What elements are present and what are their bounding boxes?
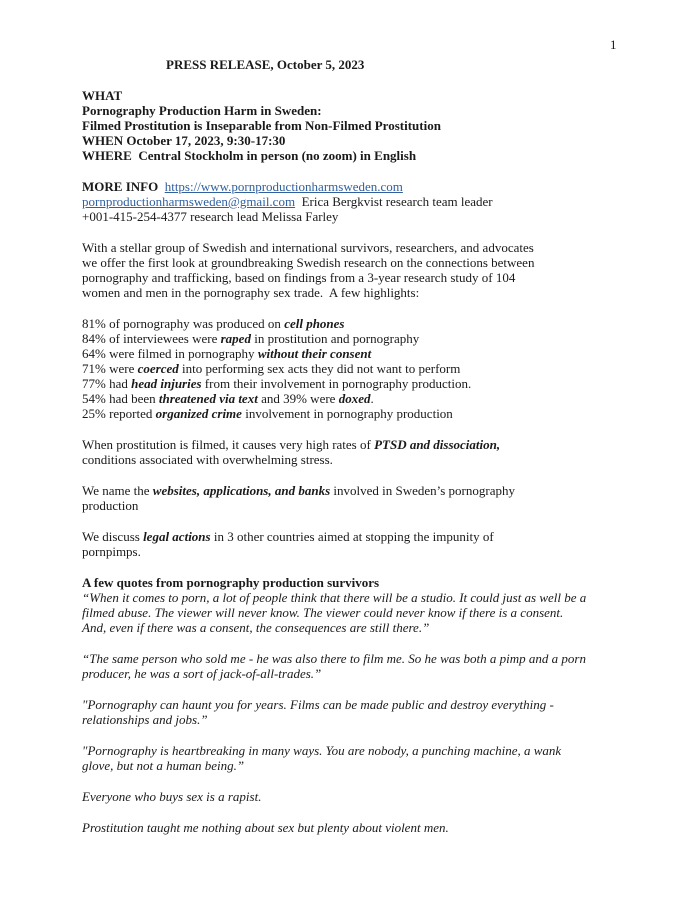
ptsd-line2: conditions associated with overwhelming stress. [82, 452, 333, 467]
quotes-section-part1 [82, 575, 682, 635]
highlights-list [82, 316, 682, 421]
we-name-line1 [82, 483, 682, 498]
event-where-line: WHERE Central Stockholm in person (no zoom) in English [82, 148, 417, 163]
ptsd-paragraph [82, 437, 682, 467]
highlight-item [82, 316, 682, 331]
highlight-item [82, 376, 682, 391]
ptsd-emphasis: PTSD and dissociation, [374, 437, 501, 452]
quote-line: And, even if there was a consent, the consequences are still there.” [82, 620, 430, 635]
highlight-item [82, 346, 682, 361]
intro-line: pornography and trafficking, based on findings from a 3-year research study of 104 [82, 270, 516, 285]
ptsd-line1 [82, 437, 682, 452]
quote-line: relationships and jobs.” [82, 712, 208, 727]
highlight-emphasis: raped [220, 331, 251, 346]
event-title-line1: Pornography Production Harm in Sweden: [82, 103, 322, 118]
quote-line: "Pornography is heartbreaking in many ways. You are nobody, a punching machine, a wank [82, 743, 562, 758]
more-info-block [82, 179, 682, 224]
quote-line: "Pornography can haunt you for years. Films can be made public and destroy everything - [82, 697, 554, 712]
we-name-text: involved in Sweden’s pornography [330, 483, 515, 498]
highlight-emphasis: without their consent [257, 346, 372, 361]
highlight-text: . [370, 391, 374, 406]
event-title-line2: Filmed Prostitution is Inseparable from Non-Filmed Prostitution [82, 118, 441, 133]
highlight-emphasis: head injuries [131, 376, 202, 391]
highlight-text: 64% were filmed in pornography [82, 346, 258, 361]
intro-line: With a stellar group of Swedish and international survivors, researchers, and advocates [82, 240, 534, 255]
highlight-item [82, 361, 682, 376]
final-quote-1: Everyone who buys sex is a rapist. [82, 789, 262, 804]
intro-line: women and men in the pornography sex trade. A few highlights: [82, 285, 420, 300]
highlight-emphasis: coerced [137, 361, 179, 376]
quote-line: filmed abuse. The viewer will never know. The viewer could never know if there is a consent. [82, 605, 564, 620]
highlight-emphasis: threatened via text [158, 391, 258, 406]
more-info-line2 [82, 194, 682, 209]
highlight-text: 54% had been [82, 391, 159, 406]
we-discuss-paragraph [82, 529, 682, 559]
highlight-item [82, 331, 682, 346]
intro-line: we offer the first look at groundbreaking Swedish research on the connections between [82, 255, 535, 270]
quote-3 [82, 697, 682, 727]
we-name-paragraph [82, 483, 682, 513]
research-team-leader-text: Erica Bergkvist research team leader [295, 194, 493, 209]
intro-paragraph [82, 240, 682, 300]
quote-2 [82, 651, 682, 681]
quote-line: producer, he was a sort of jack-of-all-trades.” [82, 666, 322, 681]
we-discuss-line1 [82, 529, 682, 544]
we-discuss-text: in 3 other countries aimed at stopping the impunity of [210, 529, 494, 544]
quote-4 [82, 743, 682, 773]
phone-line: +001-415-254-4377 research lead Melissa Farley [82, 209, 339, 224]
we-name-line2: production [82, 498, 139, 513]
highlight-emphasis: organized crime [155, 406, 242, 421]
we-discuss-emphasis: legal actions [143, 529, 211, 544]
page-number: 1 [610, 37, 617, 52]
highlight-text: in prostitution and pornography [250, 331, 420, 346]
highlight-text: 84% of interviewees were [82, 331, 221, 346]
highlight-text: from their involvement in pornography production. [201, 376, 472, 391]
quotes-heading: A few quotes from pornography production survivors [82, 575, 380, 590]
quote-line: “The same person who sold me - he was also there to film me. So he was both a pimp and a porn [82, 651, 586, 666]
highlight-emphasis: doxed [338, 391, 371, 406]
final-quote-2: Prostitution taught me nothing about sex but plenty about violent men. [82, 820, 449, 835]
quote-1 [82, 590, 682, 635]
we-name-emphasis: websites, applications, and banks [152, 483, 331, 498]
highlight-text: 77% had [82, 376, 132, 391]
we-name-text: We name the [82, 483, 153, 498]
ptsd-text: When prostitution is filmed, it causes very high rates of [82, 437, 375, 452]
highlight-text: 71% were [82, 361, 138, 376]
quote-line: “When it comes to porn, a lot of people think that there will be a studio. It could just as well be a [82, 590, 587, 605]
we-discuss-text: We discuss [82, 529, 144, 544]
highlight-item [82, 406, 682, 421]
event-when-line: WHEN October 17, 2023, 9:30-17:30 [82, 133, 286, 148]
email-link[interactable]: pornproductionharmsweden@gmail.com [82, 194, 296, 209]
more-info-label: MORE INFO [82, 179, 159, 194]
press-release-title: PRESS RELEASE, October 5, 2023 [166, 57, 365, 72]
highlight-item [82, 391, 682, 406]
highlight-text: 25% reported [82, 406, 156, 421]
highlight-text: and 39% were [257, 391, 339, 406]
event-details-block [82, 88, 682, 163]
quote-line: glove, but not a human being.” [82, 758, 245, 773]
highlight-emphasis: cell phones [284, 316, 345, 331]
we-discuss-line2: pornpimps. [82, 544, 141, 559]
highlight-text: into performing sex acts they did not want to perform [178, 361, 461, 376]
event-what-label: WHAT [82, 88, 123, 103]
highlight-text: involvement in pornography production [241, 406, 453, 421]
document-content [82, 57, 682, 851]
highlight-text: 81% of pornography was produced on [82, 316, 285, 331]
website-link[interactable]: https://www.pornproductionharmsweden.com [164, 179, 403, 194]
more-info-line1 [82, 179, 682, 194]
